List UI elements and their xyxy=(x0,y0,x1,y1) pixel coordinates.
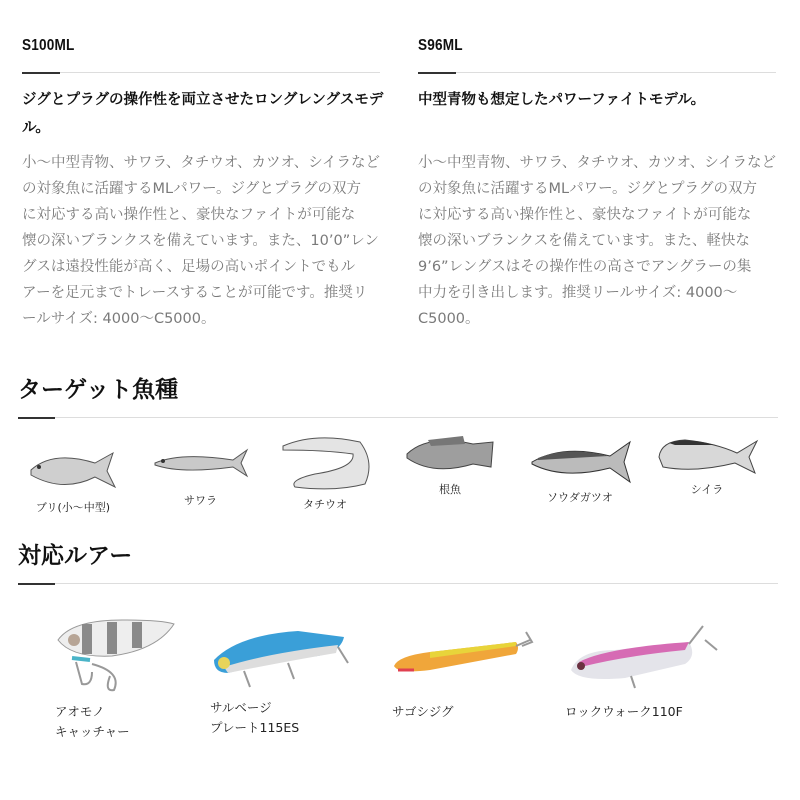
section-title-target-fish: ターゲット魚種 xyxy=(18,377,179,403)
lure-aomono-catcher-image xyxy=(52,612,192,692)
catchphrase-s100ml: ジグとプラグの操作性を両立させたロングレングスモデル。 xyxy=(22,92,384,136)
section-title-lures: 対応ルアー xyxy=(18,543,133,569)
fish-sawara: サワラ xyxy=(148,448,253,508)
negyo-fish-icon xyxy=(403,432,498,477)
divider xyxy=(22,72,380,73)
description-s100ml: 小〜中型青物、サワラ、タチウオ、カツオ、シイラなど の対象魚に活躍するMLパワー。ジグとプラグの双方 に対応する高い操作性と、豪快なファイトが可能な 懐の深いブランクスを備えています。また、10’0”レン グスは遠投性能が高く、足場の高いポイントでもル アーを足元までトレースすることが可能です。推奨リ ールサイズ: 4000〜C5000。 xyxy=(22,155,381,327)
lure-label: サルベージ プレート115ES xyxy=(210,700,300,735)
shiira-fish-icon xyxy=(655,437,760,477)
fish-shiira: シイラ xyxy=(652,437,762,497)
lure-rock-walk-image xyxy=(565,620,735,690)
tachiuo-fish-icon xyxy=(275,432,375,492)
lure-sagoshi-jig-image xyxy=(390,628,550,688)
fish-tachiuo: タチウオ xyxy=(270,432,380,512)
description-s96ml: 小〜中型青物、サワラ、タチウオ、カツオ、シイラなど の対象魚に活躍するMLパワー。ジグとプラグの双方 に対応する高い操作性と、豪快なファイトが可能な 懐の深いブランクスを備えています。また、軽快な 9’6”レングスはその操作性の高さでアングラーの集 中力を引き出します。推奨リールサイズ: 4000〜 C5000。 xyxy=(418,155,777,327)
catchphrase-s96ml: 中型青物も想定したパワーファイトモデル。 xyxy=(418,92,706,108)
lure-label: アオモノ キャッチャー xyxy=(55,704,130,739)
buri-fish-icon xyxy=(23,445,123,495)
soudagatsuo-fish-icon xyxy=(528,440,633,485)
lure-label: サゴシジグ xyxy=(392,704,454,719)
sawara-fish-icon xyxy=(151,448,251,478)
divider xyxy=(18,583,778,584)
fish-buri: ブリ(小〜中型) xyxy=(18,445,128,515)
model-title-s96ml: S96ML xyxy=(418,37,463,54)
lure-label: ロックウォーク110F xyxy=(565,704,683,719)
lure-salvage-plate-image xyxy=(208,625,368,690)
divider xyxy=(18,417,778,418)
fish-soudagatsuo: ソウダガツオ xyxy=(525,440,635,505)
divider xyxy=(418,72,776,73)
fish-negyo: 根魚 xyxy=(400,432,500,497)
model-title-s100ml: S100ML xyxy=(22,37,75,54)
